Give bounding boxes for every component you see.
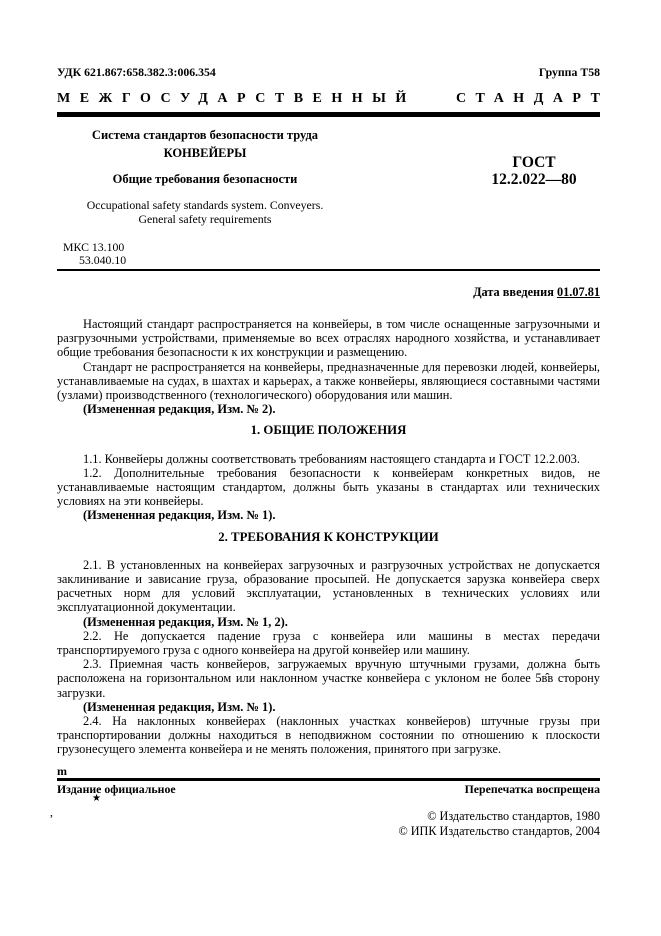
standard-type-heading [57,91,610,106]
udk-number: УДК 621.867:658.382.3:006.354 [57,65,216,79]
mks-code-2: 53.040.10 [79,252,127,267]
group-code: Группа Т58 [538,65,600,79]
official-edition-label: Издание официальное [57,782,176,796]
divider-thin [57,269,600,271]
title-english [57,199,353,226]
clause-2-3: 2.3. Приемная часть конвейеров, загружаемых вручную штучными грузами, должна быть расположена на горизонтальном или наклонном участке конвейера с уклоном не более 5в̂в сторону загрузки. [57,657,600,700]
title-system: Система стандартов безопасности труда [91,128,319,142]
title-english-line-2: General safety requirements [138,211,272,226]
star-icon: ★ [92,793,101,804]
revision-note: (Измененная редакция, Изм. № 2). [83,402,276,417]
revision-note: (Измененная редакция, Изм. № 1). [83,699,276,714]
title-russian [57,128,353,186]
intro-paragraph-2: Стандарт не распространяется на конвейеры, предназначенные для перевозки людей, конвейеры, устанавливаемые на судах, в шахтах и карьерах, а также конвейеры, являющиеся составными частями (узлами) производственного (технологического) оборудования или машин. [57,359,600,403]
standard-designation [464,154,604,188]
title-subtitle: Общие требования безопасности [112,172,298,186]
standard-type-word-2: СТАНДАРТ [455,91,610,106]
clause-1-2: 1.2. Дополнительные требования безопасности к конвейерам конкретных видов, не устанавливаемые настоящим стандартом, должны быть указаны в стандартах или технических условиях на эти конвейеры. [57,465,600,509]
title-main: КОНВЕЙЕРЫ [163,146,247,160]
document-body [57,317,600,757]
copyright-line-2: © ИПК Издательство стандартов, 2004 [398,823,600,838]
effective-date [57,285,600,299]
title-block [57,128,600,266]
designation-gost: ГОСТ [512,154,556,171]
title-english-line-1: Occupational safety standards system. Conveyers. [86,198,324,212]
section-1-heading: 1. ОБЩИЕ ПОЛОЖЕНИЯ [250,423,407,438]
footer-divider [57,778,600,781]
effective-date-label: Дата введения [473,285,554,299]
reprint-prohibited-label: Перепечатка воспрещена [464,782,600,796]
mks-code-1: МКС 13.100 [63,240,125,254]
clause-2-2: 2.2. Не допускается падение груза с конвейера или машины в местах передачи транспортируемого груза с одного конвейера на другой конвейер или машину. [57,628,600,658]
designation-number: 12.2.022—80 [491,171,577,188]
revision-note: (Измененная редакция, Изм. № 1, 2). [83,614,288,629]
clause-2-1: 2.1. В установленных на конвейерах загрузочных и разгрузочных устройствах не допускается заклинивание и зависание груза, образование просыпей. Не допускается зарузка конвейера сверх расчетных норм для условий эксплуатации, установленных в технических условиях или эксплуатационной документации. [57,557,600,615]
effective-date-value: 01.07.81 [556,285,600,299]
intro-paragraph-1: Настоящий стандарт распространяется на конвейеры, в том числе оснащенные загрузочными и разгрузочными устройствами, применяемые во всех отраслях народного хозяйства, и устанавливает общие требования безопасности к их конструкции и размещению. [57,317,600,360]
footer-stray-mark: , [50,805,53,819]
revision-note: (Измененная редакция, Изм. № 1). [83,508,276,523]
copyright-block [57,809,600,838]
clause-2-4: 2.4. На наклонных конвейерах (наклонных участках конвейеров) штучные грузы при транспортировании должны находиться в неподвижном состоянии по отношению к плоскости грузонесущего элемента конвейера и не менять положения, принятого при загрузке. [57,714,600,757]
divider-thick [57,112,600,117]
clause-1-1: 1.1. Конвейеры должны соответствовать требованиям настоящего стандарта и ГОСТ 12.2.003. [83,451,580,466]
footer-print-mark: m [57,764,67,778]
mks-codes [63,241,600,266]
page-content [57,0,610,757]
standard-type-word-1: МЕЖГОСУДАРСТВЕННЫЙ [57,91,416,106]
footer-row [57,783,600,796]
section-2-heading: 2. ТРЕБОВАНИЯ К КОНСТРУКЦИИ [218,529,439,544]
classification-row [57,66,600,79]
copyright-line-1: © Издательство стандартов, 1980 [427,809,600,823]
